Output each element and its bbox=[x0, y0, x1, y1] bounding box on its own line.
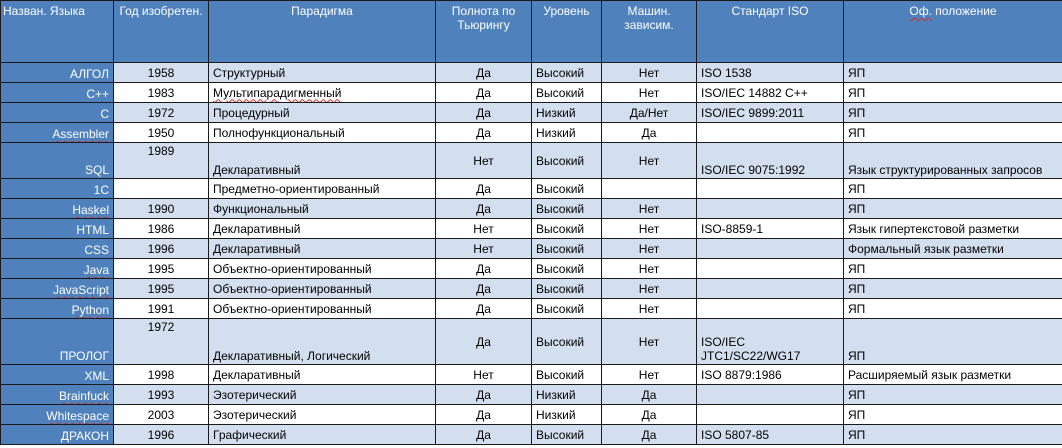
year-cell bbox=[114, 63, 209, 83]
level-cell-text: Высокий bbox=[536, 85, 585, 100]
iso-standard-cell-text: ISO 1538 bbox=[701, 65, 752, 80]
iso-standard-cell bbox=[697, 425, 844, 445]
machine-dependence-cell-text: Нет bbox=[638, 241, 660, 256]
machine-dependence-cell-text: Нет bbox=[638, 281, 660, 296]
turing-cell-text: Нет bbox=[473, 153, 494, 168]
iso-standard-cell-text: ISO 8879:1986 bbox=[701, 367, 782, 382]
language-name-cell bbox=[1, 259, 114, 279]
official-status-cell bbox=[844, 319, 1062, 365]
language-name-cell-text: Whitespace bbox=[46, 409, 109, 423]
language-name-cell-text: C++ bbox=[86, 87, 109, 101]
level-cell bbox=[532, 63, 602, 83]
paradigm-cell bbox=[209, 63, 436, 83]
turing-cell-text: Да bbox=[476, 261, 491, 276]
language-name-cell bbox=[1, 143, 114, 179]
turing-cell bbox=[436, 299, 532, 319]
official-status-cell bbox=[844, 259, 1062, 279]
machine-dependence-cell-text: Нет bbox=[638, 65, 660, 80]
level-cell bbox=[532, 385, 602, 405]
paradigm-cell-text: Процедурный bbox=[213, 105, 290, 120]
machine-dependence-cell bbox=[602, 103, 697, 123]
language-name-cell bbox=[1, 83, 114, 103]
iso-standard-cell-text: ISO/IEC 14882 C++ bbox=[701, 85, 808, 100]
iso-standard-cell bbox=[697, 123, 844, 143]
paradigm-cell bbox=[209, 279, 436, 299]
level-cell-text: Низкий bbox=[536, 407, 576, 422]
table-row bbox=[1, 319, 1062, 365]
year-cell bbox=[114, 143, 209, 179]
turing-cell-text: Нет bbox=[473, 367, 494, 382]
official-status-cell bbox=[844, 219, 1062, 239]
language-name-cell bbox=[1, 199, 114, 219]
year-cell-text: 1993 bbox=[147, 387, 175, 402]
turing-cell-text: Да bbox=[476, 334, 491, 349]
official-status-cell bbox=[844, 425, 1062, 445]
year-cell-text: 1972 bbox=[147, 105, 175, 120]
year-cell-text: 1995 bbox=[147, 261, 175, 276]
table-row bbox=[1, 365, 1062, 385]
turing-cell bbox=[436, 83, 532, 103]
language-name-cell bbox=[1, 103, 114, 123]
language-name-cell-text: АЛГОЛ bbox=[69, 67, 109, 81]
year-cell bbox=[114, 199, 209, 219]
paradigm-cell-text: Объектно-ориентированный bbox=[213, 281, 372, 296]
machine-dependence-cell-text: Нет bbox=[638, 301, 660, 316]
language-name-cell-text: C bbox=[100, 107, 109, 121]
header-name: Назван. Языка bbox=[1, 1, 114, 63]
official-status-cell-text: Язык гипертекстовой разметки bbox=[848, 221, 1020, 236]
turing-cell bbox=[436, 259, 532, 279]
iso-standard-cell bbox=[697, 199, 844, 219]
level-cell bbox=[532, 83, 602, 103]
table-row bbox=[1, 219, 1062, 239]
turing-cell-text: Да bbox=[476, 301, 491, 316]
official-status-cell bbox=[844, 199, 1062, 219]
year-cell bbox=[114, 405, 209, 425]
year-cell bbox=[114, 239, 209, 259]
official-status-cell-text: ЯП bbox=[848, 281, 866, 296]
iso-standard-cell-text: ISO/IEC 9075:1992 bbox=[701, 163, 806, 177]
machine-dependence-cell bbox=[602, 365, 697, 385]
level-cell bbox=[532, 319, 602, 365]
official-status-cell-text: ЯП bbox=[848, 407, 866, 422]
official-status-cell-text: ЯП bbox=[848, 85, 866, 100]
year-cell-text: 1950 bbox=[147, 125, 175, 140]
turing-cell bbox=[436, 179, 532, 199]
paradigm-cell-text: Предметно-ориентированный bbox=[213, 181, 380, 196]
header-status-abbr: Оф. bbox=[909, 4, 932, 18]
iso-standard-cell-text: ISO/IEC JTC1/SC22/WG17 bbox=[701, 335, 801, 363]
language-name-cell-text: ДРАКОН bbox=[60, 429, 109, 443]
turing-cell bbox=[436, 365, 532, 385]
year-cell-text: 1995 bbox=[147, 281, 175, 296]
turing-cell-text: Нет bbox=[473, 241, 494, 256]
year-cell bbox=[114, 259, 209, 279]
machine-dependence-cell bbox=[602, 385, 697, 405]
language-name-cell-text: ПРОЛОГ bbox=[59, 349, 109, 363]
year-cell bbox=[114, 385, 209, 405]
language-name-cell bbox=[1, 405, 114, 425]
header-status-rest: положение bbox=[931, 4, 997, 18]
official-status-cell bbox=[844, 239, 1062, 259]
official-status-cell-text: ЯП bbox=[848, 261, 866, 276]
paradigm-cell-text: Декларативный bbox=[213, 221, 301, 236]
year-cell bbox=[114, 299, 209, 319]
level-cell-text: Высокий bbox=[536, 367, 585, 382]
turing-cell-text: Да bbox=[476, 427, 491, 442]
official-status-cell bbox=[844, 123, 1062, 143]
table-row bbox=[1, 405, 1062, 425]
header-status bbox=[844, 1, 1062, 63]
language-name-cell-text: CSS bbox=[84, 243, 109, 257]
turing-cell-text: Да bbox=[476, 85, 491, 100]
paradigm-cell bbox=[209, 405, 436, 425]
paradigm-cell-text: Эзотерический bbox=[213, 407, 297, 422]
table-row bbox=[1, 179, 1062, 199]
year-cell-text: 1972 bbox=[147, 320, 175, 334]
turing-cell-text: Да bbox=[476, 201, 491, 216]
language-name-cell-text: Assembler bbox=[52, 127, 109, 141]
level-cell bbox=[532, 143, 602, 179]
paradigm-cell bbox=[209, 259, 436, 279]
turing-cell bbox=[436, 199, 532, 219]
machine-dependence-cell bbox=[602, 63, 697, 83]
paradigm-cell bbox=[209, 425, 436, 445]
header-turing: Полнота по Тьюрингу bbox=[436, 1, 532, 63]
turing-cell-text: Да bbox=[476, 407, 491, 422]
year-cell bbox=[114, 123, 209, 143]
machine-dependence-cell-text: Нет bbox=[638, 201, 660, 216]
table-row bbox=[1, 299, 1062, 319]
year-cell bbox=[114, 179, 209, 199]
official-status-cell-text: ЯП bbox=[848, 427, 866, 442]
machine-dependence-cell-text: Нет bbox=[638, 153, 660, 168]
paradigm-cell bbox=[209, 83, 436, 103]
machine-dependence-cell bbox=[602, 299, 697, 319]
language-name-cell-text: SQL bbox=[84, 163, 109, 177]
official-status-cell bbox=[844, 279, 1062, 299]
iso-standard-cell bbox=[697, 299, 844, 319]
machine-dependence-cell bbox=[602, 83, 697, 103]
paradigm-cell-text: Функциональный bbox=[213, 201, 309, 216]
iso-standard-cell bbox=[697, 279, 844, 299]
level-cell-text: Высокий bbox=[536, 221, 585, 236]
paradigm-cell bbox=[209, 299, 436, 319]
table-row bbox=[1, 63, 1062, 83]
level-cell bbox=[532, 405, 602, 425]
level-cell-text: Высокий bbox=[536, 153, 585, 168]
paradigm-cell-text: Структурный bbox=[213, 65, 286, 80]
header-iso: Стандарт ISO bbox=[697, 1, 844, 63]
paradigm-cell bbox=[209, 199, 436, 219]
machine-dependence-cell bbox=[602, 319, 697, 365]
year-cell-text: 1996 bbox=[147, 427, 175, 442]
official-status-cell bbox=[844, 299, 1062, 319]
official-status-cell bbox=[844, 365, 1062, 385]
year-cell bbox=[114, 279, 209, 299]
level-cell-text: Низкий bbox=[536, 105, 576, 120]
paradigm-cell-text: Эзотерический bbox=[213, 387, 297, 402]
level-cell-text: Высокий bbox=[536, 334, 585, 349]
language-name-cell bbox=[1, 279, 114, 299]
level-cell-text: Высокий bbox=[536, 241, 585, 256]
iso-standard-cell bbox=[697, 219, 844, 239]
turing-cell bbox=[436, 143, 532, 179]
machine-dependence-cell-text: Нет bbox=[638, 261, 660, 276]
language-name-cell-text: Python bbox=[71, 303, 109, 317]
iso-standard-cell bbox=[697, 259, 844, 279]
language-name-cell bbox=[1, 385, 114, 405]
year-cell bbox=[114, 219, 209, 239]
iso-standard-cell-text: ISO 5807-85 bbox=[701, 427, 770, 442]
year-cell-text: 1958 bbox=[147, 65, 175, 80]
machine-dependence-cell bbox=[602, 259, 697, 279]
official-status-cell-text: Формальный язык разметки bbox=[848, 241, 1004, 256]
table-row bbox=[1, 103, 1062, 123]
turing-cell-text: Нет bbox=[473, 221, 494, 236]
turing-cell bbox=[436, 319, 532, 365]
level-cell bbox=[532, 123, 602, 143]
paradigm-cell-text: Декларативный bbox=[213, 367, 301, 382]
level-cell bbox=[532, 219, 602, 239]
official-status-cell-text: ЯП bbox=[848, 105, 866, 120]
machine-dependence-cell-text: Да/Нет bbox=[629, 105, 669, 120]
turing-cell bbox=[436, 103, 532, 123]
paradigm-cell bbox=[209, 319, 436, 365]
official-status-cell-text: ЯП bbox=[848, 301, 866, 316]
official-status-cell bbox=[844, 179, 1062, 199]
level-cell bbox=[532, 179, 602, 199]
language-name-cell bbox=[1, 219, 114, 239]
machine-dependence-cell bbox=[602, 199, 697, 219]
iso-standard-cell bbox=[697, 63, 844, 83]
machine-dependence-cell bbox=[602, 143, 697, 179]
turing-cell bbox=[436, 385, 532, 405]
language-name-cell-text: HTML bbox=[76, 223, 109, 237]
iso-standard-cell bbox=[697, 103, 844, 123]
level-cell bbox=[532, 239, 602, 259]
language-name-cell bbox=[1, 63, 114, 83]
paradigm-cell bbox=[209, 179, 436, 199]
level-cell bbox=[532, 199, 602, 219]
paradigm-cell-text: Декларативный bbox=[213, 163, 301, 177]
language-name-cell-text: Haskel bbox=[72, 203, 109, 217]
language-name-cell-text: Brainfuck bbox=[58, 389, 109, 403]
official-status-cell-text: ЯП bbox=[848, 201, 866, 216]
header-paradigm: Парадигма bbox=[209, 1, 436, 63]
paradigm-cell bbox=[209, 103, 436, 123]
level-cell-text: Высокий bbox=[536, 261, 585, 276]
paradigm-cell-text: Полнофункциональный bbox=[213, 125, 345, 140]
machine-dependence-cell-text: Нет bbox=[638, 367, 660, 382]
iso-standard-cell bbox=[697, 319, 844, 365]
level-cell-text: Низкий bbox=[536, 125, 576, 140]
table-row bbox=[1, 199, 1062, 219]
year-cell-text: 1983 bbox=[147, 85, 175, 100]
year-cell-text: 1986 bbox=[147, 221, 175, 236]
level-cell-text: Высокий bbox=[536, 301, 585, 316]
table-row bbox=[1, 239, 1062, 259]
level-cell-text: Высокий bbox=[536, 201, 585, 216]
table-row bbox=[1, 425, 1062, 445]
paradigm-cell-text: Объектно-ориентированный bbox=[213, 301, 372, 316]
machine-dependence-cell-text: Нет bbox=[638, 334, 660, 349]
year-cell bbox=[114, 365, 209, 385]
turing-cell-text: Да bbox=[476, 281, 491, 296]
official-status-cell bbox=[844, 143, 1062, 179]
year-cell-text: 1996 bbox=[147, 241, 175, 256]
paradigm-cell-text: Графический bbox=[213, 427, 287, 442]
language-name-cell-text: JavaScript bbox=[52, 283, 109, 297]
machine-dependence-cell bbox=[602, 179, 697, 199]
year-cell bbox=[114, 319, 209, 365]
turing-cell bbox=[436, 219, 532, 239]
official-status-cell bbox=[844, 83, 1062, 103]
year-cell-text: 1989 bbox=[147, 144, 175, 158]
table-row bbox=[1, 143, 1062, 179]
machine-dependence-cell bbox=[602, 123, 697, 143]
turing-cell-text: Да bbox=[476, 105, 491, 120]
iso-standard-cell bbox=[697, 385, 844, 405]
official-status-cell bbox=[844, 405, 1062, 425]
year-cell-text: 1998 bbox=[147, 367, 175, 382]
official-status-cell bbox=[844, 103, 1062, 123]
iso-standard-cell bbox=[697, 143, 844, 179]
paradigm-cell bbox=[209, 219, 436, 239]
language-name-cell bbox=[1, 123, 114, 143]
official-status-cell-text: ЯП bbox=[848, 125, 866, 140]
turing-cell bbox=[436, 239, 532, 259]
language-name-cell-text: 1C bbox=[93, 183, 109, 197]
paradigm-cell bbox=[209, 123, 436, 143]
official-status-cell bbox=[844, 63, 1062, 83]
machine-dependence-cell bbox=[602, 239, 697, 259]
language-name-cell-text: Java bbox=[83, 263, 109, 277]
paradigm-cell bbox=[209, 385, 436, 405]
level-cell bbox=[532, 365, 602, 385]
turing-cell bbox=[436, 425, 532, 445]
machine-dependence-cell bbox=[602, 279, 697, 299]
paradigm-cell-text: Объектно-ориентированный bbox=[213, 261, 372, 276]
turing-cell-text: Да bbox=[476, 181, 491, 196]
official-status-cell-text: ЯП bbox=[848, 387, 866, 402]
turing-cell-text: Да bbox=[476, 387, 491, 402]
language-name-cell bbox=[1, 425, 114, 445]
machine-dependence-cell-text: Нет bbox=[638, 221, 660, 236]
turing-cell-text: Да bbox=[476, 125, 491, 140]
official-status-cell-text: ЯП bbox=[848, 65, 866, 80]
table-row bbox=[1, 83, 1062, 103]
official-status-cell-text: Язык структурированных запросов bbox=[848, 163, 1043, 177]
official-status-cell-text: ЯП bbox=[848, 349, 866, 363]
year-cell-text: 1991 bbox=[147, 301, 175, 316]
level-cell-text: Высокий bbox=[536, 181, 585, 196]
level-cell bbox=[532, 279, 602, 299]
level-cell-text: Низкий bbox=[536, 387, 576, 402]
turing-cell bbox=[436, 405, 532, 425]
iso-standard-cell bbox=[697, 365, 844, 385]
language-name-cell bbox=[1, 319, 114, 365]
machine-dependence-cell-text: Да bbox=[641, 427, 657, 442]
official-status-cell bbox=[844, 385, 1062, 405]
turing-cell bbox=[436, 63, 532, 83]
turing-cell-text: Да bbox=[476, 65, 491, 80]
header-level: Уровень bbox=[532, 1, 602, 63]
iso-standard-cell bbox=[697, 83, 844, 103]
level-cell-text: Высокий bbox=[536, 65, 585, 80]
machine-dependence-cell-text: Нет bbox=[638, 85, 660, 100]
language-name-cell bbox=[1, 179, 114, 199]
official-status-cell-text: Расширяемый язык разметки bbox=[848, 367, 1012, 382]
turing-cell bbox=[436, 123, 532, 143]
turing-cell bbox=[436, 279, 532, 299]
table-body bbox=[1, 63, 1062, 445]
iso-standard-cell-text: ISO-8859-1 bbox=[701, 221, 764, 236]
table-row bbox=[1, 123, 1062, 143]
language-name-cell bbox=[1, 299, 114, 319]
table-row bbox=[1, 385, 1062, 405]
machine-dependence-cell bbox=[602, 425, 697, 445]
paradigm-cell bbox=[209, 365, 436, 385]
header-row bbox=[1, 1, 1062, 63]
table-row bbox=[1, 259, 1062, 279]
paradigm-cell-text: Декларативный bbox=[213, 241, 301, 256]
official-status-cell-text: ЯП bbox=[848, 181, 866, 196]
paradigm-cell-text: Декларативный, Логический bbox=[213, 349, 371, 363]
iso-standard-cell bbox=[697, 239, 844, 259]
iso-standard-cell bbox=[697, 405, 844, 425]
level-cell bbox=[532, 259, 602, 279]
machine-dependence-cell-text: Да bbox=[641, 387, 657, 402]
level-cell bbox=[532, 103, 602, 123]
iso-standard-cell-text: ISO/IEC 9899:2011 bbox=[701, 105, 805, 120]
header-year: Год изобретен. bbox=[114, 1, 209, 63]
level-cell-text: Высокий bbox=[536, 427, 585, 442]
language-name-cell-text: XML bbox=[84, 369, 109, 383]
paradigm-cell bbox=[209, 143, 436, 179]
paradigm-cell-text: Мультипарадигменный bbox=[213, 85, 342, 100]
language-name-cell bbox=[1, 239, 114, 259]
machine-dependence-cell bbox=[602, 219, 697, 239]
year-cell-text: 1990 bbox=[147, 201, 175, 216]
year-cell bbox=[114, 425, 209, 445]
iso-standard-cell bbox=[697, 179, 844, 199]
year-cell-text: 2003 bbox=[147, 407, 175, 422]
machine-dependence-cell-text: Да bbox=[641, 407, 657, 422]
year-cell bbox=[114, 83, 209, 103]
level-cell bbox=[532, 425, 602, 445]
table-row bbox=[1, 279, 1062, 299]
machine-dependence-cell-text: Да bbox=[641, 125, 657, 140]
machine-dependence-cell bbox=[602, 405, 697, 425]
paradigm-cell bbox=[209, 239, 436, 259]
header-machine: Машин. зависим. bbox=[602, 1, 697, 63]
level-cell-text: Высокий bbox=[536, 281, 585, 296]
year-cell bbox=[114, 103, 209, 123]
level-cell bbox=[532, 299, 602, 319]
language-name-cell bbox=[1, 365, 114, 385]
